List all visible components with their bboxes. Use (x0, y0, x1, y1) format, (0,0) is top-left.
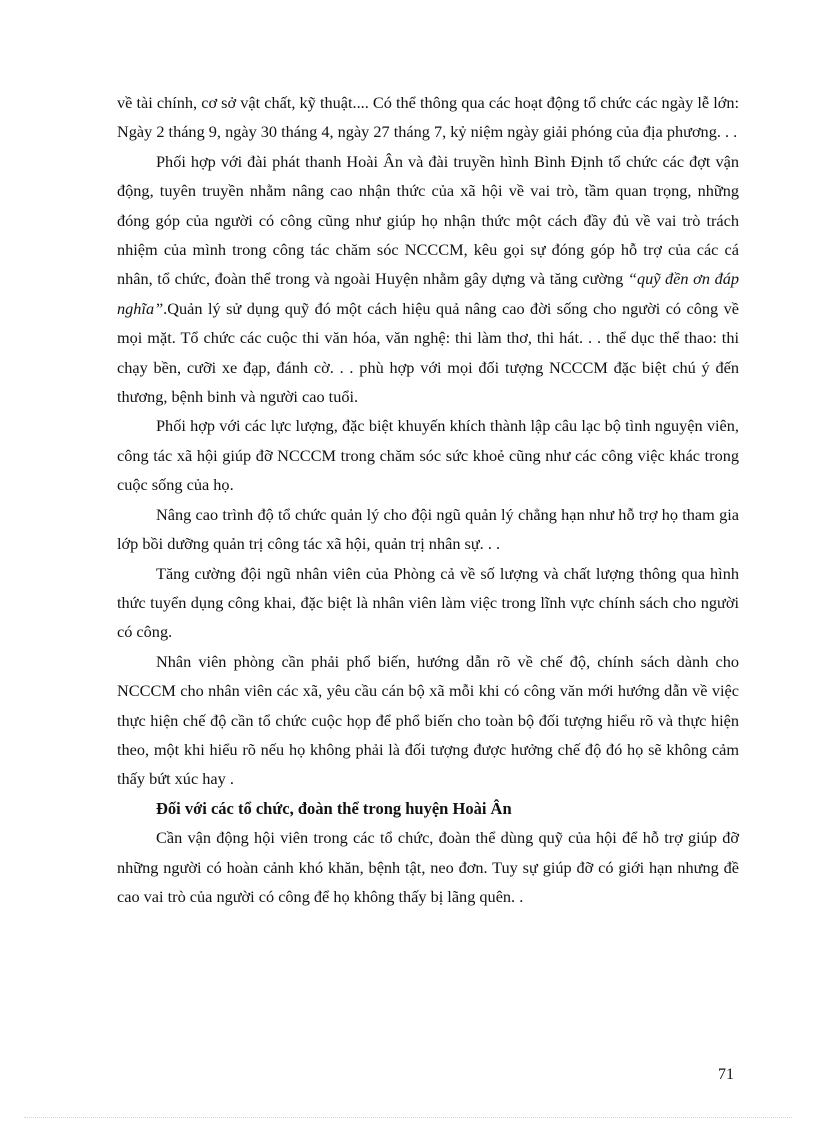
paragraph-6: Nhân viên phòng cần phải phổ biến, hướng dẫn rõ về chế độ, chính sách dành cho NCCCM cho nhân viên các xã, yêu cầu cán bộ xã mỗi khi có công văn mới hướng dẫn về việc thực hiện chế độ cần tổ chức cuộc họp để phổ biến cho toàn bộ đối tượng hiểu rõ và thực hiện theo, một khi hiểu rõ nếu họ không phải là đối tượng được hưởng chế độ đó họ sẽ không cảm thấy bứt xúc hay . (117, 651, 739, 789)
closing-paragraph: Cần vận động hội viên trong các tổ chức, đoàn thể dùng quỹ của hội để hỗ trợ giúp đỡ những người có hoàn cảnh khó khăn, bệnh tật, neo đơn. Tuy sự giúp đỡ có giới hạn nhưng đề cao vai trò của người có công để họ không thấy bị lãng quên. . (117, 828, 739, 906)
paragraph-2-italic-quote: “quỹ đền ơn đáp nghĩa” (117, 269, 739, 318)
paragraph-2-text-after-quote: .Quản lý sử dụng quỹ đó một cách hiệu quả nâng cao đời sống cho người có công về mọi mặt. Tổ chức các cuộc thi văn hóa, văn nghệ: thi làm thơ, thi hát. . . thể dục thể thao: thi chạy bền, cưỡi xe đạp, đánh cờ. . . phù hợp với mọi đối tượng NCCCM đặc biệt chú ý đến thương, bệnh binh và người cao tuổi. (117, 298, 739, 407)
paragraph-2 (117, 147, 739, 412)
paragraph-3: Phối hợp với các lực lượng, đặc biệt khuyến khích thành lập câu lạc bộ tình nguyện viên, công tác xã hội giúp đỡ NCCCM trong chăm sóc sức khoẻ cũng như các công việc khác trong cuộc sống của họ. (117, 416, 739, 495)
body-text (117, 88, 739, 911)
paragraph-1: về tài chính, cơ sở vật chất, kỹ thuật.... Có thể thông qua các hoạt động tổ chức các ngày lễ lớn: Ngày 2 tháng 9, ngày 30 tháng 4, ngày 27 tháng 7, kỷ niệm ngày giải phóng của địa phương. . . (117, 93, 739, 142)
paragraph-5: Tăng cường đội ngũ nhân viên của Phòng cả về số lượng và chất lượng thông qua hình thức tuyển dụng công khai, đặc biệt là nhân viên làm việc trong lĩnh vực chính sách cho người có công. (117, 563, 739, 642)
page-bottom-divider (24, 1117, 792, 1118)
paragraph-2-text-before-quote: Phối hợp với đài phát thanh Hoài Ân và đài truyền hình Bình Định tổ chức các đợt vận động, tuyên truyền nhằm nâng cao nhận thức của xã hội về vai trò, tầm quan trọng, những đóng góp của người có công cũng như giúp họ nhận thức một cách đầy đủ về vai trò trách nhiệm của mình trong công tác chăm sóc NCCCM, kêu gọi sự đóng góp hỗ trợ của các cá nhân, tổ chức, đoàn thể trong và ngoài Huyện nhằm gây dựng và tăng cường (117, 151, 739, 289)
paragraph-4: Nâng cao trình độ tổ chức quản lý cho đội ngũ quản lý chẳng hạn như hỗ trợ họ tham gia lớp bồi dưỡng quản trị công tác xã hội, quản trị nhân sự. . . (117, 504, 739, 554)
page-number: 71 (718, 1066, 734, 1083)
section-heading: Đối với các tổ chức, đoàn thể trong huyện Hoài Ân (156, 798, 512, 818)
